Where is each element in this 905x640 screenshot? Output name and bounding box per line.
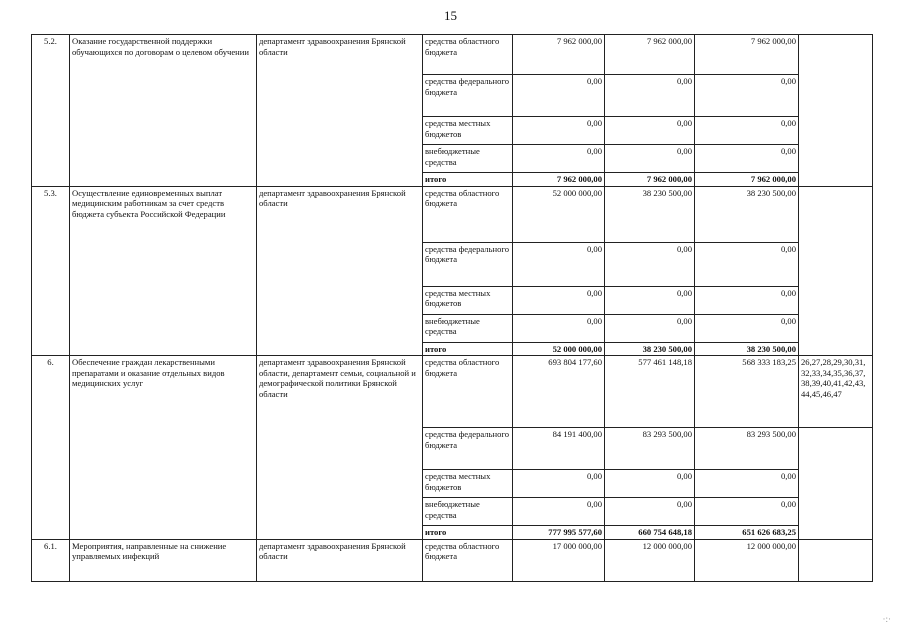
- budget-table: [31, 34, 873, 582]
- value-cell: 0,00: [605, 75, 695, 117]
- source-label: внебюджетные средства: [423, 145, 513, 173]
- value-cell: 0,00: [605, 314, 695, 342]
- value-cell: 0,00: [513, 470, 605, 498]
- value-cell: 0,00: [513, 314, 605, 342]
- value-cell: 0,00: [605, 498, 695, 526]
- source-label: средства местных бюджетов: [423, 470, 513, 498]
- executor: департамент здравоохранения Брянской области: [257, 539, 423, 581]
- value-cell: 52 000 000,00: [513, 186, 605, 242]
- source-label: средства областного бюджета: [423, 186, 513, 242]
- value-cell: 0,00: [695, 314, 799, 342]
- value-cell: 0,00: [695, 242, 799, 286]
- value-cell: 7 962 000,00: [695, 35, 799, 75]
- row-number: 5.3.: [32, 186, 70, 356]
- value-cell: 693 804 177,60: [513, 356, 605, 428]
- indicator-refs: 26,27,28,29,30,31, 32,33,34,35,36,37, 38,39,40,41,42,43, 44,45,46,47: [799, 356, 873, 428]
- scan-mark: ·:·: [882, 614, 891, 624]
- table-row: [32, 186, 873, 242]
- source-label: внебюджетные средства: [423, 314, 513, 342]
- total-value: 38 230 500,00: [605, 342, 695, 356]
- value-cell: 577 461 148,18: [605, 356, 695, 428]
- value-cell: 0,00: [513, 75, 605, 117]
- value-cell: 7 962 000,00: [513, 35, 605, 75]
- source-label: средства областного бюджета: [423, 35, 513, 75]
- value-cell: 12 000 000,00: [605, 539, 695, 581]
- source-label: средства областного бюджета: [423, 539, 513, 581]
- value-cell: 84 191 400,00: [513, 428, 605, 470]
- table-row: [32, 356, 873, 428]
- table-row: [32, 35, 873, 75]
- total-value: 660 754 648,18: [605, 526, 695, 540]
- value-cell: 0,00: [513, 145, 605, 173]
- indicator-refs: [799, 35, 873, 187]
- executor: департамент здравоохранения Брянской области, департамент семьи, социальной и демографической политики Брянской области: [257, 356, 423, 540]
- measure-name: Осуществление единовременных выплат медицинским работникам за счет средств бюджета субъекта Российской Федерации: [70, 186, 257, 356]
- total-label: итого: [423, 526, 513, 540]
- source-label: средства местных бюджетов: [423, 286, 513, 314]
- table-row: [32, 539, 873, 581]
- row-number: 5.2.: [32, 35, 70, 187]
- value-cell: 0,00: [605, 145, 695, 173]
- total-value: 7 962 000,00: [513, 173, 605, 187]
- executor: департамент здравоохранения Брянской области: [257, 186, 423, 356]
- indicator-refs: [799, 186, 873, 356]
- value-cell: 0,00: [695, 145, 799, 173]
- value-cell: 0,00: [605, 117, 695, 145]
- source-label: средства областного бюджета: [423, 356, 513, 428]
- measure-name: Мероприятия, направленные на снижение управляемых инфекций: [70, 539, 257, 581]
- value-cell: 12 000 000,00: [695, 539, 799, 581]
- value-cell: 83 293 500,00: [695, 428, 799, 470]
- total-label: итого: [423, 173, 513, 187]
- value-cell: 38 230 500,00: [695, 186, 799, 242]
- value-cell: 0,00: [513, 117, 605, 145]
- value-cell: 0,00: [605, 470, 695, 498]
- total-value: 52 000 000,00: [513, 342, 605, 356]
- measure-name: Обеспечение граждан лекарственными препаратами и оказание отдельных видов медицинских услуг: [70, 356, 257, 540]
- value-cell: 0,00: [605, 242, 695, 286]
- value-cell: 0,00: [695, 470, 799, 498]
- value-cell: 0,00: [695, 498, 799, 526]
- row-number: 6.1.: [32, 539, 70, 581]
- source-label: средства местных бюджетов: [423, 117, 513, 145]
- row-number: 6.: [32, 356, 70, 540]
- measure-name: Оказание государственной поддержки обучающихся по договорам о целевом обучении: [70, 35, 257, 187]
- empty-cell: [799, 428, 873, 540]
- source-label: внебюджетные средства: [423, 498, 513, 526]
- value-cell: 0,00: [513, 498, 605, 526]
- value-cell: 0,00: [605, 286, 695, 314]
- total-value: 7 962 000,00: [695, 173, 799, 187]
- source-label: средства федерального бюджета: [423, 242, 513, 286]
- value-cell: 7 962 000,00: [605, 35, 695, 75]
- executor: департамент здравоохранения Брянской области: [257, 35, 423, 187]
- total-value: 7 962 000,00: [605, 173, 695, 187]
- total-value: 38 230 500,00: [695, 342, 799, 356]
- total-value: 777 995 577,60: [513, 526, 605, 540]
- source-label: средства федерального бюджета: [423, 428, 513, 470]
- value-cell: 38 230 500,00: [605, 186, 695, 242]
- page-number: 15: [444, 8, 457, 23]
- value-cell: 17 000 000,00: [513, 539, 605, 581]
- total-label: итого: [423, 342, 513, 356]
- source-label: средства федерального бюджета: [423, 75, 513, 117]
- value-cell: 0,00: [513, 242, 605, 286]
- indicator-refs: [799, 539, 873, 581]
- value-cell: 568 333 183,25: [695, 356, 799, 428]
- value-cell: 0,00: [695, 75, 799, 117]
- value-cell: 83 293 500,00: [605, 428, 695, 470]
- value-cell: 0,00: [695, 286, 799, 314]
- total-value: 651 626 683,25: [695, 526, 799, 540]
- value-cell: 0,00: [695, 117, 799, 145]
- value-cell: 0,00: [513, 286, 605, 314]
